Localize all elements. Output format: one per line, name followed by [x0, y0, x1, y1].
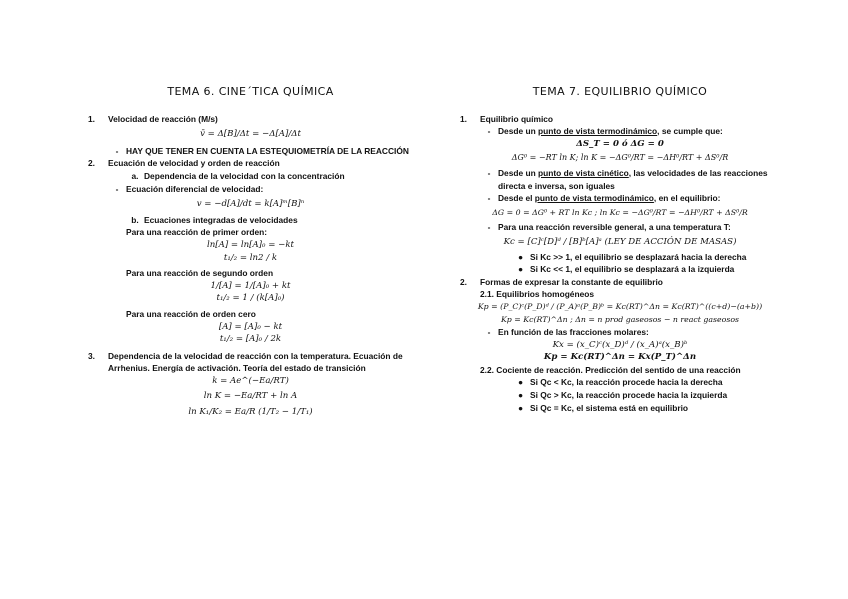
bullet-q-equal: ● Si Qc = Kc, el sistema está en equilibrio — [518, 402, 689, 413]
dash-thermo-2: - Desde el punto de vista termodinámico, en el equilibrio: — [487, 193, 721, 204]
section-2a: a. Dependencia de la velocidad con la concentración — [131, 170, 345, 181]
r-section-2-2: 2.2. Cociente de reacción. Predicción del sentido de una reacción — [480, 364, 741, 375]
dash-differential: - Ecuación diferencial de velocidad: — [115, 183, 264, 194]
section-2b: b. Ecuaciones integradas de velocidades — [131, 214, 298, 225]
first-order-label: Para una reacción de primer orden: — [126, 227, 268, 238]
eq-second-order-b: t₁/₂ = 1 / (k[A]₀) — [216, 293, 285, 304]
section-2: 2. Ecuación de velocidad y orden de reacción — [88, 158, 280, 169]
dash-molar-fractions: - En función de las fracciones molares: — [487, 327, 649, 338]
eq-kp-1: Kp = (P_C)ᶜ(P_D)ᵈ / (P_A)ᵃ(P_B)ᵇ = Kc(RT)^Δn = Kc(RT)^((c+d)−(a+b)) — [477, 301, 763, 311]
eq-zero-order-a: [A] = [A]₀ − kt — [218, 321, 283, 332]
dash-kinetic: - Desde un punto de vista cinético, las velocidades de las reacciones directa e inversa, son iguales — [487, 167, 768, 191]
r-section-2-1: 2.1. Equilibrios homogéneos — [480, 289, 595, 300]
bullet-q-greater: ● Si Qc > Kc, la reacción procede hacia la izquierda — [518, 390, 728, 401]
section-1: 1. Velocidad de reacción (M/s) — [88, 113, 218, 124]
eq-gibbs-2: ΔG = 0 = ΔG⁰ + RT ln Kc ; ln Kc = −ΔG⁰/RT = −ΔH⁰/RT + ΔS⁰/R — [492, 207, 748, 217]
bullet-q-less: ● Si Qc < Kc, la reacción procede hacia la derecha — [518, 377, 723, 388]
eq-velocity: v̄ = Δ[B]/Δt = −Δ[A]/Δt — [200, 129, 301, 140]
r-section-2: 2. Formas de expresar la constante de equilibrio — [460, 276, 663, 287]
second-order-label: Para una reacción de segundo orden — [126, 268, 274, 279]
eq-gibbs-1: ΔG⁰ = −RT ln K; ln K = −ΔG⁰/RT = −ΔH⁰/RT + ΔS⁰/R — [511, 153, 729, 163]
right-column — [460, 86, 780, 414]
eq-first-order-a: ln[A] = ln[A]₀ = −kt — [206, 239, 295, 250]
eq-entropy: ΔS_T = 0 ó ΔG = 0 — [576, 138, 664, 149]
tema6-title: TEMA 6. CINE´TICA QUÍMICA — [167, 85, 334, 98]
eq-differential-rate: v = −d[A]/dt = k[A]ᵐ[B]ⁿ — [196, 199, 305, 210]
dash-thermo-1: - Desde un punto de vista termodinámico, se cumple que: — [487, 126, 723, 137]
eq-arrhenius-3: ln K₁/K₂ = Ea/R (1/T₂ − 1/T₁) — [188, 407, 313, 418]
dash-reversible: - Para una reacción reversible general, a una temperatura T: — [487, 222, 731, 233]
eq-mass-action: Kc = [C]ᶜ[D]ᵈ / [B]ᵇ[A]ᵃ (LEY DE ACCIÓN DE MASAS) — [503, 236, 737, 247]
section-3: 3. Dependencia de la velocidad de reacción con la temperatura. Ecuación de Arrhenius. Energía de activación. Teoría del estado de transición — [88, 350, 403, 374]
left-column — [88, 86, 413, 419]
bullet-kc-low: ● Si Kc << 1, el equilibrio se desplazará a la izquierda — [518, 264, 735, 275]
eq-second-order-a: 1/[A] = 1/[A]₀ + kt — [210, 280, 291, 291]
r-section-1: 1. Equilibrio químico — [460, 113, 554, 124]
bullet-kc-high: ● Si Kc >> 1, el equilibrio se desplazará hacia la derecha — [518, 251, 747, 262]
eq-arrhenius-1: k = Ae^(−Ea/RT) — [212, 375, 289, 386]
eq-kx-1: Kx = (x_C)ᶜ(x_D)ᵈ / (x_A)ᵃ(x_B)ᵇ — [552, 339, 688, 350]
eq-zero-order-b: t₁/₂ = [A]₀ / 2k — [219, 334, 282, 345]
eq-kx-2: Kp = Kc(RT)^Δn = Kx(P_T)^Δn — [543, 352, 697, 363]
eq-first-order-b: t₁/₂ = ln2 / k — [223, 252, 278, 263]
zero-order-label: Para una reacción de orden cero — [126, 308, 256, 319]
dash-stoichiometry: - HAY QUE TENER EN CUENTA LA ESTEQUIOMETRÍA DE LA REACCIÓN — [115, 145, 409, 156]
eq-arrhenius-2: ln K = −Ea/RT + ln A — [203, 391, 298, 402]
eq-kp-2: Kp = Kc(RT)^Δn ; Δn = n prod gaseosos − n react gaseosos — [500, 314, 740, 324]
tema7-title: TEMA 7. EQUILIBRIO QUÍMICO — [532, 85, 708, 98]
